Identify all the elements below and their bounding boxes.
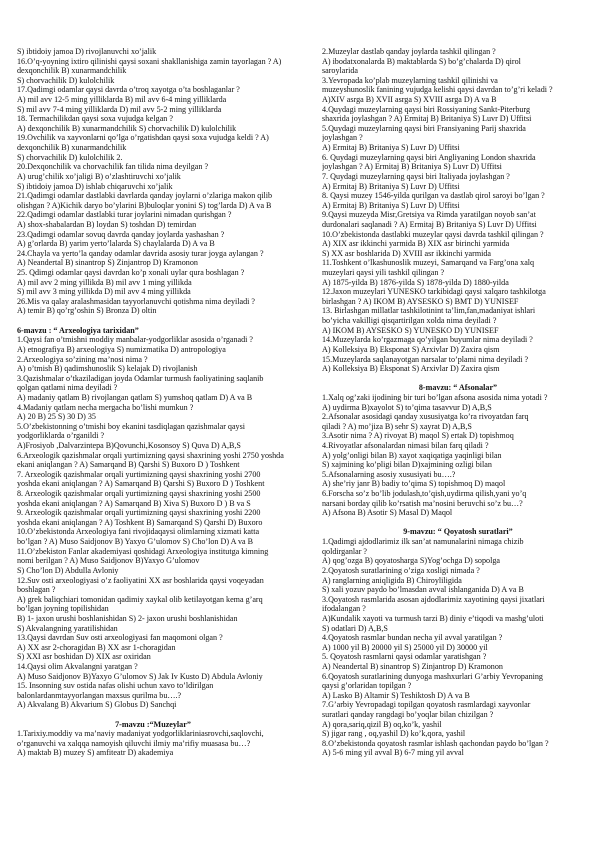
text-line: saroylarida — [322, 66, 358, 76]
text-line: S) chorvachilik D) kulolchilik 2. — [17, 152, 123, 162]
text-line: 11.O’zbekiston Fanlar akademiyasi qoshidagi Arxeologiya institutga kimning — [17, 546, 269, 556]
text-line: 2.Muzeylar dastlab qanday joylarda tashkil qilingan ? — [322, 47, 496, 56]
text-line: suratlari qanday rangdagi bo’yoqlar bilan chizilgan ? — [322, 710, 494, 720]
text-line: 2.Afsonalar asosidagi qanday xususiyatga ko’ra rivoyatdan farq — [322, 412, 529, 422]
text-line: bo’lgan ? A) Muso Saidjonov B) Yaxyo G’ulomov S) Cho’lon D) A va B — [17, 537, 254, 547]
text-line: A) ranglarning aniqligida B) Chiroyliligida — [322, 575, 462, 585]
text-line: A) Ermitaj B) Britaniya S) Luvr D) Uffitsi — [322, 181, 460, 191]
text-line: A) Neandertal B) sinantrop S) Zinjantrop D) Kramonon — [17, 258, 198, 268]
text-line: 18. Termachilikdan qaysi soxa vujudga kelgan ? — [17, 114, 173, 124]
text-line: 12.Suv osti arxeologiyasi o’z faoliyatini XX asr boshlarida qaysi voqeyadan — [17, 575, 264, 585]
text-line: 6.Arxeologik qazishmalar orqali yurtimizning qaysi shaxrining yoshi 2750 yoshda — [17, 450, 284, 460]
text-line: 19.Ovchilik va xayvonlarni qo’lga o’rgatishdan qaysi soxa vujudga keldi ? A) — [17, 133, 269, 143]
text-line: A) ibodatxonalarda B) maktablarda S) bo’g’chalarda D) qirol — [322, 56, 521, 66]
text-line: 3.Qoyatosh rasmlarida asosan ajdodlarimiz xayotining qaysi jixatlari — [322, 594, 545, 604]
text-line: muzeylari qaysi yili tashkil qilingan ? — [322, 268, 445, 278]
text-line: qiladi ? A) mo’jiza B) sehr S) xayrat D) A,B,S — [322, 421, 472, 431]
text-line: A) etnografiya B) arxeologiya S) numizmatika D) antropologiya — [17, 344, 226, 354]
text-line: S) jigar rang , oq,yashil D) ko’k,qora, yashil — [322, 729, 466, 739]
text-line: A) yolg’onligi bilan B) xayot xaqiqatiga yaqinligi bilan — [322, 450, 502, 460]
text-line: A)Kundalik xayoti va turmush tarzi B) diniy e’tiqodi va mashg’uloti — [322, 613, 544, 623]
text-line: A) XIX asr ikkinchi yarmida B) XIX asr birinchi yarmida — [322, 239, 510, 249]
text-line: ekani aniqlangan ? A) Samarqand B) Qarshi S) Buxoro D ) Toshkent — [17, 460, 240, 470]
text-line: A) 1000 yil B) 20000 yil S) 25000 yil D) 30000 yil — [322, 642, 488, 652]
text-line: dexqonchilik B) xunarmandchilik — [17, 66, 127, 76]
text-line: 22.Qadimgi odamlar dastlabki turar joylarini nimadan qurishgan ? — [17, 210, 232, 220]
section-heading: 8-mavzu: “ Afsonalar” — [418, 383, 498, 393]
text-line: 5.Afsonalarning asosiy xususiyati bu….? — [322, 469, 456, 479]
text-line: S) mil avv 3 ming yillikda D) mil avv 4 ming yillikda — [17, 287, 191, 297]
text-line: shaxrida joylashgan ? A) Ermitaj B) Britaniya S) Luvr D) Uffitsi — [322, 114, 532, 124]
text-line: A) shox-shabalardan B) loydan S) toshdan D) temirdan — [17, 219, 197, 229]
section-heading: 9-mavzu: “ Qoyatosh suratlari” — [403, 527, 513, 537]
text-line: 9.Qaysi muzeyda Misr,Gretsiya va Rimda yaratilgan noyob san’at — [322, 210, 536, 220]
text-line: S) Cho’lon D) Abdulla Avloniy — [17, 565, 119, 575]
text-line: 16.O’q-yoyning ixtiro qilinishi qaysi soxani shakllanishiga zamin tayorlagan ? A) — [17, 56, 282, 66]
text-line: A) g’orlarda B) yarim yerto’lalarda S) chaylalarda D) A va B — [17, 239, 215, 249]
text-line: 5.O’zbekistonning o’tmishi boy ekanini tasdiqlagan qazishmalar qaysi — [17, 421, 246, 431]
text-line: bo’yicha vakilligi qisqartirilgan xolda nima deyiladi ? — [322, 316, 497, 326]
text-line: S) xajmining ko’pligi bilan D)xajmining ozligi bilan — [322, 460, 492, 470]
text-line: A)Frosiyob ,Dalvarzintepa B)Qovunchi,Kosonsoy S) Quva D) A,B,S — [17, 440, 241, 450]
text-line: durdonalari saqlanadi ? A) Ermitaj B) Britaniya S) Luvr D) Uffitsi — [322, 219, 537, 229]
text-line: 14.Qaysi olim Akvalangni yaratgan ? — [17, 662, 138, 671]
text-line: A) Lasko B) Altamir S) Teshiktosh D) A va B — [322, 690, 470, 700]
text-line: balonlardanmtayyorlangan maxsus qurilma bu….? — [17, 690, 182, 700]
text-line: 7. Arxeologik qazishmalar orqali yurtimizning qaysi shaxrining yoshi 2700 — [17, 469, 261, 479]
text-line: muzeyshunoslik fanining vujudga kelishi qaysi davrdan to’g’ri keladi ? — [322, 85, 553, 95]
text-line: S) Akvalangning yaratilishidan — [17, 623, 118, 633]
text-line: 6.Forscha so’z bo’lib jodulash,to’qish,uydirma qilish,yani yo’q — [322, 489, 527, 499]
text-line: 13. Birlashgan millatlar tashkilotinint ta’lim,fan,madaniyat ishlari — [322, 306, 536, 316]
text-line: olishgan ? A)Kichik daryo bo’ylarini B)buloqlar yonini S) tog’larda D) A va B — [17, 200, 272, 210]
text-line: A)XIV asrga B) XVII asrga S) XVIII asrga D) A va B — [322, 95, 497, 105]
text-line: S) chorvachilik D) kulolchilik — [17, 75, 115, 85]
right-column — [322, 47, 594, 758]
text-line: A) Ermitaj B) Britaniya S) Luvr D) Uffitsi — [322, 143, 460, 153]
text-line: nomi berilgan ? A) Muso Saidjonov B)Yaxyo G’ulomov — [17, 556, 200, 566]
text-line: 4.Madaniy qatlam necha mergacha bo’lishi mumkun ? — [17, 402, 194, 412]
text-line: 3.Asotir nima ? A) rivoyat B) maqol S) ertak D) topishmoq — [322, 431, 514, 441]
text-line: 2.Arxeologiya so’zining ma’nosi nima ? — [17, 354, 148, 364]
text-line: 24.Chayla va yerto’la qanday odamlar davrida asosiy turar joyga aylangan ? — [17, 248, 264, 258]
text-line: 3.Qazishmalar o’tkaziladigan joyda Odamlar turmush faoliyatining saqlanib — [17, 373, 264, 383]
text-line: 8. Arxeologik qazishmalar orqali yurtimizning qaysi shaxrining yoshi 2500 — [17, 489, 261, 499]
text-line: 4.Rivoyatlar afsonalardan nimasi bilan farq qiladi ? — [322, 440, 489, 450]
text-line: 23.Qadimgi odamlar sovuq davrda qanday joylarda yashashan ? — [17, 229, 225, 239]
text-line: A) uydirma B)xayolot S) to’qima tasavvur D) A,B,S — [322, 402, 492, 412]
text-line: 6.Qoyatosh suratlarining dunyoga mashxurlari G’arbiy Yevropaning — [322, 671, 543, 681]
text-line: S) mil avv 7-4 ming yilliklarda D) mil avv 5-2 ming yilliklarda — [17, 104, 222, 114]
text-line: narsani borday qilib ko’rsatish ma’nosini beruvchi so’z bu…? — [322, 498, 523, 508]
text-line: yoshda ekani aniqlangan ? A) Toshkent B) Samarqand S) Qarshi D) Buxoro — [17, 517, 263, 527]
text-line: A) Afsona B) Asotir S) Masal D) Maqol — [322, 508, 453, 518]
text-line: A) qog’ozga B) qoyatosharga S)Yog’ochga D) sopolga — [322, 556, 500, 566]
text-line: qaysi g’orlaridan topilgan ? — [322, 681, 412, 691]
text-line: A) grek baliqchiari tomonidan qadimiy xaykal olib ketilayotgan kema g’arq — [17, 594, 263, 604]
text-line: yoshda ekani aniqlangan ? A) Samarqand B) Xiva S) Buxoro D ) B va S — [17, 498, 251, 508]
text-line: yoshda ekani aniqlangan ? A) Samarqand B) Qarshi S) Buxoro D ) Toshkent — [17, 479, 265, 489]
text-line: 17.Qadimgi odamlar qaysi davrda o’troq xayotga o’ta boshlaganlar ? — [17, 85, 240, 95]
blank-line — [17, 316, 289, 326]
text-line: 12.Jaxon muzeylari YUNESKO tarkibidagi qaysi xalqaro tashkilotga — [322, 287, 546, 297]
text-line: joylashgan ? A) Ermitaj B) Britaniya S) Luvr D) Uffitsi — [322, 162, 502, 172]
text-line: 26.Mis va qalay aralashmasidan tayyorlanuvchi qotishma nima deyiladi ? — [17, 296, 256, 306]
text-line: A) Muso Saidjonov B)Yaxyo G’ulomov S) Jak Iv Kusto D) Abdula Avloniy — [17, 671, 263, 681]
text-line: 11.Toshkent o’lkashunoslik muzeyi, Samarqand va Farg’ona xalq — [322, 258, 535, 268]
text-line: A) dexqonchilik B) xunarmandchilik S) chorvachilik D) kulolchilik — [17, 123, 237, 133]
left-column — [17, 47, 289, 758]
text-line: A) mil avv 2 ming yillikda B) mil avv 1 ming yillikda — [17, 277, 192, 287]
blank-line — [322, 374, 594, 384]
text-line: o’rganuvchi va xalqqa namoyish qiluvchi ilmiy ma’rifiy muasasa bu…? — [17, 738, 251, 748]
text-line: B) 1- jaxon urushi boshlanishidan S) 2- jaxon urushi boshlanishidan — [17, 613, 238, 623]
text-line: S) ibtidoiy jamoa D) rivojlanuvchi xo’jalik — [17, 47, 157, 56]
text-line: 7.G’arbiy Yevropadagi topilgan qoyatosh rasmlardagi xayvonlar — [322, 700, 531, 710]
text-line: A) IKOM B) AYSESKO S) YUNESKO D) YUNISEF — [322, 325, 499, 335]
text-line: A) madaniy qatlam B) rivojlangan qatlam S) yumshoq qatlam D) A va B — [17, 392, 253, 402]
text-line: 1.Xalq og’zaki ijodining bir turi bo’lgan afsona asosida nima yotadi ? — [322, 392, 548, 402]
text-line: S) xali yozuv paydo bo’lmasdan avval ishlanganida D) A va B — [322, 585, 524, 595]
text-line: S) XXI asr boshidan D) XIX asr oxiridan — [17, 652, 151, 662]
blank-line — [322, 518, 594, 528]
text-line: A) she’riy janr B) badiy to’qima S) topishmoq D) maqol — [322, 479, 506, 489]
text-line: A) temir B) qo’rg’oshin S) Bronza D) oltin — [17, 306, 157, 316]
text-line: 6. Quydagi muzeylarning qaysi biri Angliyaning London shaxrida — [322, 152, 536, 162]
text-line: A) XX asr 2-choragidan B) XX asr 1-choragidan — [17, 642, 176, 652]
text-line: A) 1875-yilda B) 1876-yilda S) 1878-yilda D) 1880-yilda — [322, 277, 509, 287]
text-line: 8. Qaysi muzey 1546-yilda qurilgan va dastlab qirol saroyi bo’lgan ? — [322, 191, 545, 201]
text-line: A) o’tmish B) qadimshunoslik S) kelajak D) rivojlanish — [17, 364, 198, 374]
text-line: A) Ermitaj B) Britaniya S) Luvr D) Uffitsi — [322, 200, 460, 210]
text-line: ifodalangan ? — [322, 604, 366, 614]
text-line: bo’lgan joyning topilishidan — [17, 604, 109, 614]
text-line: boshlagan ? — [17, 585, 56, 595]
text-line: 2.Qoyatosh suratlarining o’ziga xosligi nimada ? — [322, 565, 480, 575]
text-line: A) Kolleksiya B) Eksponat S) Arxivlar D) Zaxira qism — [322, 344, 500, 354]
section-heading: 7-mavzu :“Muzeylar” — [115, 719, 191, 729]
text-line: 1.Qadimgi ajdodlarimiz ilk san’at namunalarini nimaga chizib — [322, 537, 524, 547]
text-line: 10.O’zbekistonda Arxeologiya fani rivojidaqaysi olimlarning xizmati katta — [17, 527, 260, 537]
text-line: 1.Tarixiy.moddiy va ma’naviy madaniyat yodgorliklariniasrovchi,saqlovchi, — [17, 729, 264, 739]
text-line: joylashgan ? — [322, 133, 363, 143]
text-line: 9. Arxeologik qazishmalar orqali yurtimizning qaysi shaxrining yoshi 2200 — [17, 508, 261, 518]
text-line: qoldirganlar ? — [322, 546, 368, 556]
text-line: 15. Insonning suv ostida nafas olishi uchun xavo to’ldirilgan — [17, 681, 214, 691]
text-line: S) odatlari D) A,B,S — [322, 623, 388, 633]
text-line: 20.Dexqonchilik va chorvachilik fan tilida nima deyilgan ? — [17, 162, 209, 172]
text-line: S) ibtidoiy jamoa D) ishlab chiqaruvchi xo’jalik — [17, 181, 173, 191]
text-line: S) XX asr boshlarida D) XVIII asr ikkinchi yarmida — [322, 248, 492, 258]
text-line: A) maktab B) muzey S) amfiteatr D) akademiya — [17, 748, 174, 758]
text-line: A) Kolleksiya B) Eksponat S) Arxivlar D) Zaxira qism — [322, 364, 500, 374]
text-line: yodgorliklarda o’rganildi ? — [17, 431, 105, 441]
text-line: A) urug’chilik xo’jaligi B) o’zlashtiruvchi xo’jalik — [17, 171, 181, 181]
text-line: 8.O’zbekistonda qoyatosh rasmlar ishlash qachondan paydo bo’lgan ? — [322, 738, 549, 748]
text-line: A) Neandertal B) sinantrop S) Zinjantrop D) Kramonon — [322, 662, 503, 671]
text-line: dexqonchilik B) xunarmandchilik — [17, 143, 127, 153]
text-line: A) mil avv 12-5 ming yilliklarda B) mil avv 6-4 ming yilliklarda — [17, 95, 227, 105]
text-line: 15.Muzeylarda saqlanayotgan narsalar to’plami nima deyiladi ? — [322, 354, 529, 364]
text-line: 25. Qdimgi odamlar qaysi davrdan ko’p xonali uylar qura boshlagan ? — [17, 268, 245, 278]
text-line: A) qora,sariq,qizil B) oq,ko’k, yashil — [322, 719, 442, 729]
text-line: 10.O’zbekistonda dastlabki muzeylar qaysi davrda tashkil qilingan ? — [322, 229, 544, 239]
text-line: 14.Muzeylarda ko’rgazmaga qo’yilgan buyumlar nima deyiladi ? — [322, 335, 533, 345]
section-heading: 6-mavzu : “ Arxeologiya tarixidan” — [17, 325, 139, 335]
text-line: 5. Qoyatosh rasmlarni qaysi odamlar yaratishgan ? — [322, 652, 487, 662]
text-line: 21.Qadimgi odamlar dastlabki davrlarda qanday joylarni o’zlariga makon qilib — [17, 191, 273, 201]
text-line: 7. Quydagi muzeylarning qaysi biri Italiyada joylashgan ? — [322, 171, 510, 181]
text-line: birlashgan ? A) IKOM B) AYSESKO S) BMT D) YUNISEF — [322, 296, 519, 306]
text-line: A) Akvalang B) Akvarium S) Globus D) Sanchqi — [17, 700, 177, 710]
text-line: 13.Qaysi davrdan Suv osti arxeologiyasi fan maqomoni olgan ? — [17, 633, 223, 643]
text-line: 3.Yevropada ko’plab muzeylarning tashkil qilinishi va — [322, 75, 498, 85]
text-line: 4.Qoyatosh rasmlar bundan necha yil avval yaratilgan ? — [322, 633, 503, 643]
text-line: A) 5-6 ming yil avval B) 6-7 ming yil avval — [322, 748, 464, 758]
blank-line — [17, 710, 289, 720]
text-line: A) 20 B) 25 S) 30 D) 35 — [17, 412, 96, 422]
text-line: 5.Quydagi muzeylarning qaysi biri Fransiyaning Parij shaxrida — [322, 123, 526, 133]
text-line: 1.Qaysi fan o’tmishni moddiy manbalar-yodgorliklar asosida o’rganadi ? — [17, 335, 254, 345]
text-line: qolgan qatlami nima deyiladi ? — [17, 383, 118, 393]
text-line: 4.Quydagi muzeylarning qaysi biri Rossiyaning Sankt-Piterburg — [322, 104, 531, 114]
